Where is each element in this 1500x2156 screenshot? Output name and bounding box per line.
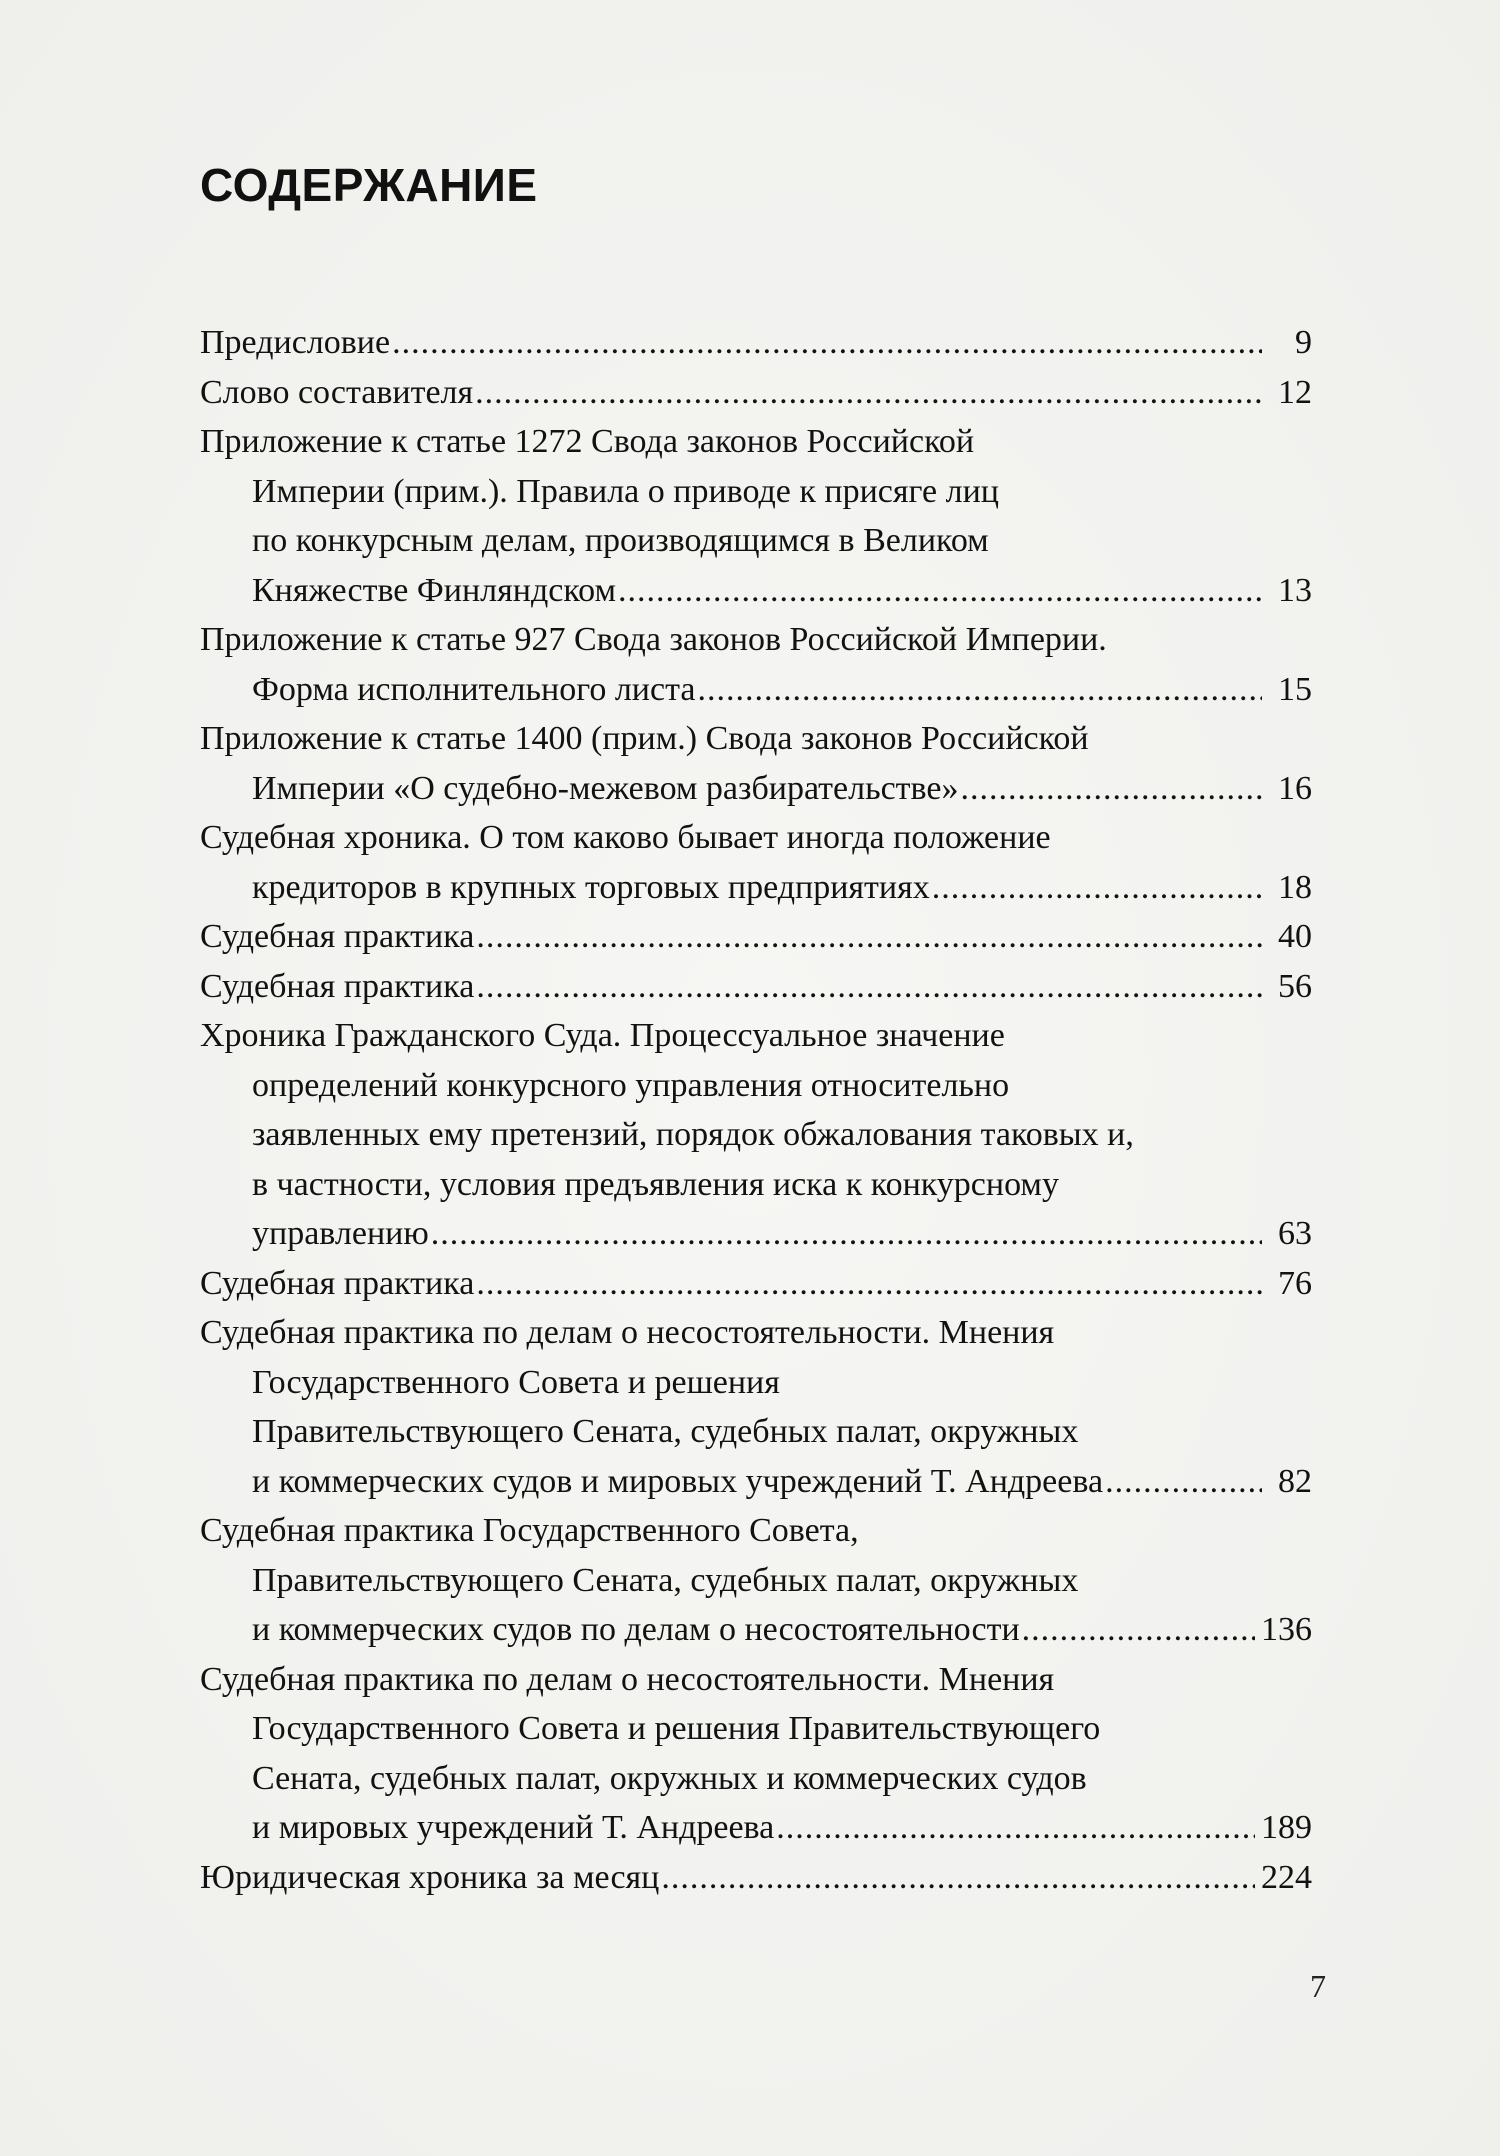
toc-entry-line: Правительствующего Сената, судебных палат, окружных <box>252 1561 1079 1599</box>
toc-entry <box>200 714 1312 813</box>
page-number: 7 <box>1310 1968 1326 2004</box>
toc-page-number: 9 <box>1295 324 1312 361</box>
toc-entry-title: Судебная практика <box>200 918 475 955</box>
toc-entry <box>200 615 1312 714</box>
toc-entry-title: Форма исполнительного листа <box>252 670 696 708</box>
dot-leader <box>697 665 1262 715</box>
toc-entry-line: Судебная хроника. О том каково бывает иногда положение <box>200 819 1051 856</box>
toc-entry <box>200 318 1312 368</box>
toc-entry-line: Правительствующего Сената, судебных палат, окружных <box>252 1413 1079 1450</box>
toc-page-number: 82 <box>1278 1462 1312 1500</box>
toc-entry-line: Империи (прим.). Правила о приводе к присяге лиц <box>252 472 999 510</box>
dot-leader <box>776 1803 1255 1853</box>
page-title: СОДЕРЖАНИЕ <box>200 159 538 211</box>
toc-entry <box>200 912 1312 962</box>
toc-entry-last-line <box>200 1209 1312 1259</box>
toc-entry-last-line <box>200 764 1312 814</box>
toc-entry-line: в частности, условия предъявления иска к конкурсному <box>252 1165 1059 1203</box>
dot-leader <box>475 368 1262 418</box>
toc-page-number: 76 <box>1278 1264 1312 1302</box>
toc-entry-line: Приложение к статье 1272 Свода законов Российской <box>200 423 975 460</box>
toc-page-number: 18 <box>1278 868 1312 906</box>
toc-entry <box>200 1853 1312 1903</box>
toc-entry-title: Юридическая хроника за месяц <box>200 1858 660 1896</box>
toc-entry-last-line <box>200 368 1312 418</box>
toc-entry-last-line <box>200 318 1312 368</box>
toc-entry-line: определений конкурсного управления относительно <box>252 1066 1010 1104</box>
toc-entry-line: Государственного Совета и решения <box>252 1363 780 1401</box>
toc-page-number: 189 <box>1261 1809 1312 1846</box>
toc-entry-last-line <box>200 1259 1312 1309</box>
toc-entry-last-line <box>200 1605 1312 1655</box>
toc-entry <box>200 1655 1312 1853</box>
toc-entry-title: Княжестве Финляндском <box>252 571 616 609</box>
toc-entry-last-line <box>200 1803 1312 1853</box>
toc-entry-title: Судебная практика <box>200 1264 475 1302</box>
toc-entry-last-line <box>200 665 1312 715</box>
toc-entry-line: Сената, судебных палат, окружных и коммерческих судов <box>252 1759 1087 1797</box>
toc-entry <box>200 962 1312 1012</box>
toc-entry-title: Судебная практика <box>200 967 475 1005</box>
dot-leader <box>960 764 1262 814</box>
dot-leader <box>392 318 1262 368</box>
toc-entry-line: Хроника Гражданского Суда. Процессуальное значение <box>200 1017 1005 1054</box>
dot-leader <box>476 962 1262 1012</box>
toc-entry-title: и коммерческих судов и мировых учреждений Т. Андреева <box>252 1462 1104 1500</box>
toc-page-number: 136 <box>1261 1611 1312 1648</box>
toc-entry-last-line <box>200 1457 1312 1507</box>
toc-entry-last-line <box>200 912 1312 962</box>
toc-page-number: 15 <box>1278 670 1312 708</box>
toc-entry-line: Судебная практика Государственного Совета, <box>200 1512 859 1549</box>
toc-entry-title: и мировых учреждений Т. Андреева <box>252 1809 775 1846</box>
toc-entry-last-line <box>200 566 1312 616</box>
toc-entry-last-line <box>200 863 1312 913</box>
toc-entry-line: заявленных ему претензий, порядок обжалования таковых и, <box>252 1116 1134 1153</box>
toc-entry-line: Судебная практика по делам о несостоятельности. Мнения <box>200 1660 1055 1698</box>
toc-entry-title: Слово составителя <box>200 373 474 411</box>
toc-entry-title: Империи «О судебно-межевом разбирательстве» <box>252 769 959 807</box>
dot-leader <box>1105 1457 1262 1507</box>
toc-entry <box>200 1011 1312 1259</box>
toc-entry-line: Приложение к статье 1400 (прим.) Свода законов Российской <box>200 720 1089 757</box>
toc-entry <box>200 1308 1312 1506</box>
toc-entry <box>200 368 1312 418</box>
toc-entry <box>200 1259 1312 1309</box>
toc-page-number: 224 <box>1261 1858 1312 1896</box>
dot-leader <box>932 863 1262 913</box>
dot-leader <box>618 566 1262 616</box>
toc-page-number: 12 <box>1278 373 1312 411</box>
dot-leader <box>476 912 1262 962</box>
toc-entry-line: Приложение к статье 927 Свода законов Российской Империи. <box>200 621 1107 658</box>
toc-entry <box>200 813 1312 912</box>
toc-entry-line: Государственного Совета и решения Правительствующего <box>252 1710 1101 1747</box>
toc-entry-title: Предисловие <box>200 324 391 361</box>
toc-entry <box>200 417 1312 615</box>
toc-page-number: 63 <box>1278 1215 1312 1252</box>
toc-page-number: 13 <box>1278 571 1312 609</box>
dot-leader <box>661 1853 1255 1903</box>
dot-leader <box>476 1259 1262 1309</box>
toc-entry-line: Судебная практика по делам о несостоятельности. Мнения <box>200 1314 1055 1351</box>
dot-leader <box>1022 1605 1255 1655</box>
toc-page-number: 40 <box>1278 918 1312 955</box>
toc-entry-last-line <box>200 1853 1312 1903</box>
toc-page-number: 56 <box>1278 967 1312 1005</box>
table-of-contents <box>200 318 1312 1902</box>
toc-entry-title: и коммерческих судов по делам о несостоятельности <box>252 1611 1020 1648</box>
toc-entry-title: кредиторов в крупных торговых предприятиях <box>252 868 930 906</box>
toc-entry-line: по конкурсным делам, производящимся в Великом <box>252 522 989 559</box>
toc-entry-last-line <box>200 962 1312 1012</box>
toc-page-number: 16 <box>1278 769 1312 807</box>
toc-entry <box>200 1506 1312 1655</box>
toc-entry-title: управлению <box>252 1215 429 1252</box>
dot-leader <box>431 1209 1262 1259</box>
